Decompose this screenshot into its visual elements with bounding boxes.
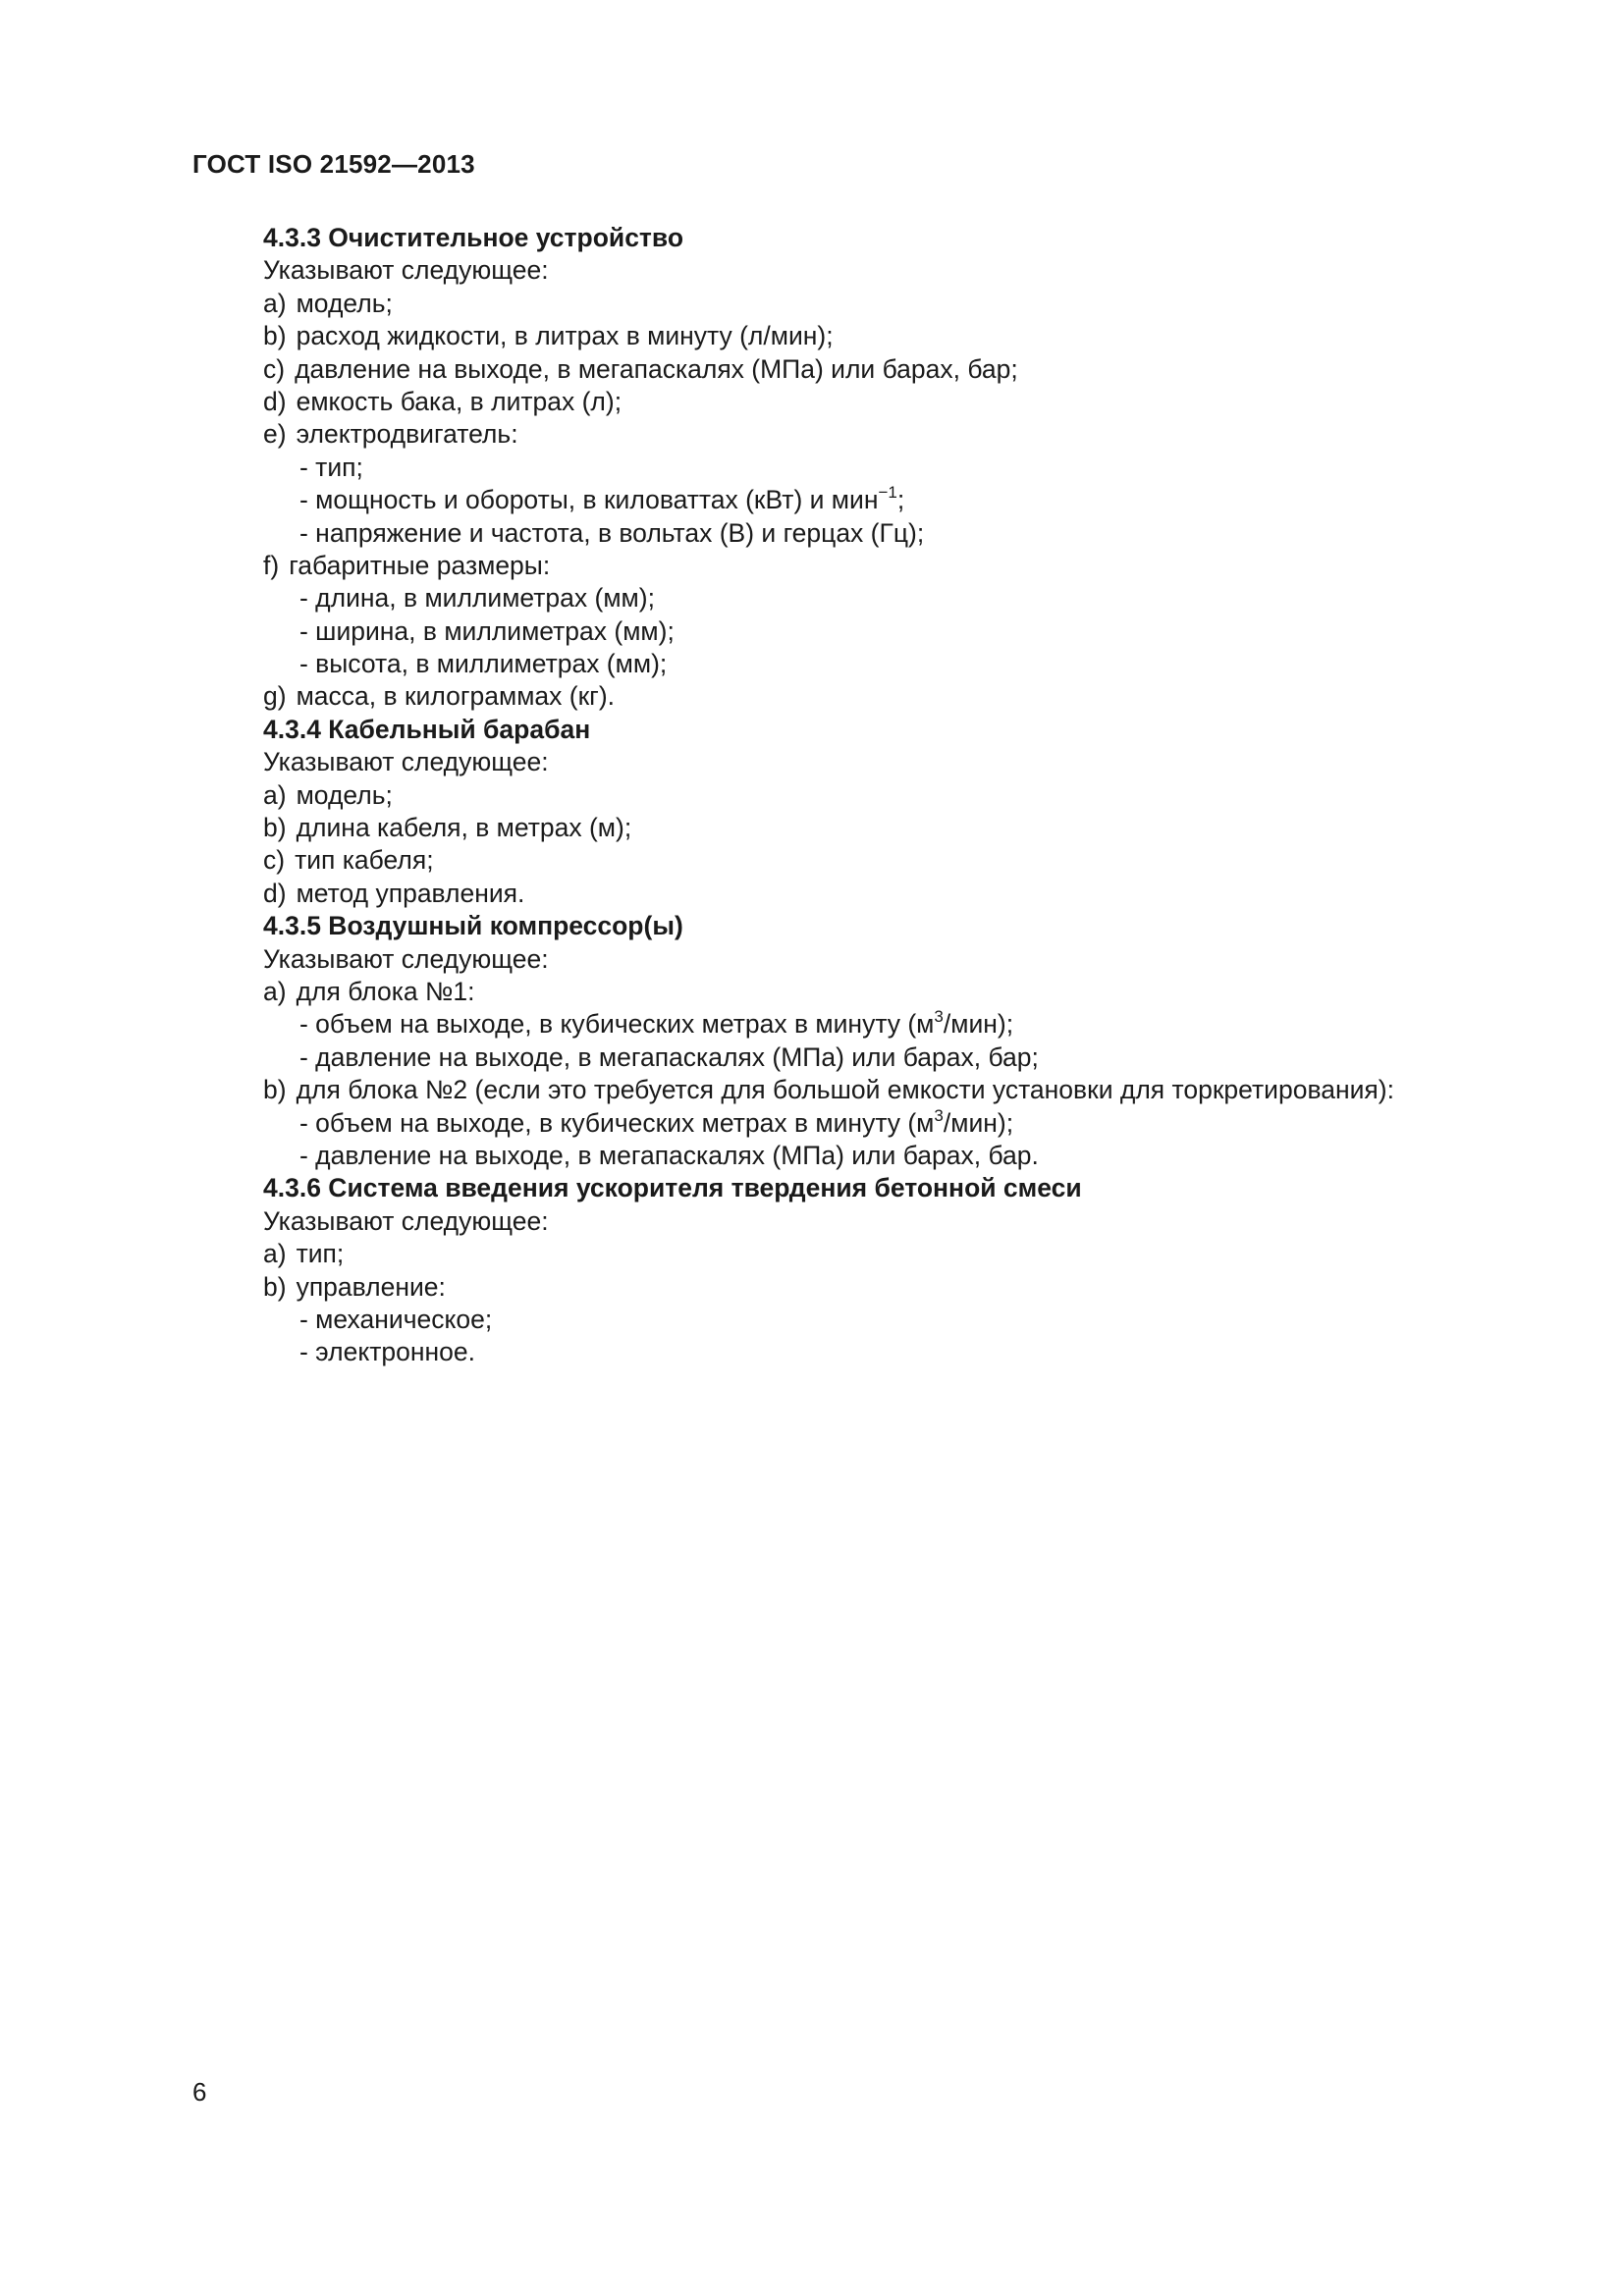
sub-item: - электронное. — [299, 1337, 475, 1367]
list-label: a) — [263, 288, 287, 318]
list-text: тип; — [296, 1239, 345, 1269]
list-label: e) — [263, 419, 287, 450]
section-heading-4-3-4: 4.3.4 Кабельный барабан — [263, 714, 591, 744]
sub-item: - тип; — [299, 452, 363, 482]
list-item — [263, 878, 1569, 910]
list-label: a) — [263, 976, 287, 1006]
sub-item: - высота, в миллиметрах (мм); — [299, 649, 668, 679]
list-item — [263, 812, 1569, 844]
list-item — [263, 844, 1569, 877]
list-item — [263, 386, 1569, 418]
list-text: тип кабеля; — [295, 845, 434, 876]
sub-item: - давление на выходе, в мегапаскалях (МПа) или барах, бар. — [299, 1140, 1039, 1170]
list-item — [263, 1271, 1569, 1304]
list-item — [263, 418, 1569, 451]
section-intro: Указывают следующее: — [263, 1205, 549, 1236]
section-heading-4-3-6: 4.3.6 Система введения ускорителя твердения бетонной смеси — [263, 1173, 1082, 1203]
list-text: габаритные размеры: — [289, 550, 551, 580]
superscript: 3 — [934, 1105, 944, 1125]
list-item — [263, 353, 1569, 386]
list-text: емкость бака, в литрах (л); — [296, 386, 623, 416]
section-heading-4-3-5: 4.3.5 Воздушный компрессор(ы) — [263, 911, 683, 941]
sub-item-end: ; — [896, 485, 905, 515]
list-text: для блока №1: — [296, 976, 475, 1006]
list-label: d) — [263, 878, 287, 908]
sub-item — [263, 1107, 1569, 1140]
list-item — [263, 320, 1569, 352]
list-text: расход жидкости, в литрах в минуту (л/мин); — [296, 321, 834, 351]
list-label: a) — [263, 1239, 287, 1269]
page-number: 6 — [192, 2077, 207, 2107]
section-intro: Указывают следующее: — [263, 255, 549, 286]
list-item — [263, 976, 1569, 1008]
sub-item: - напряжение и частота, в вольтах (В) и герцах (Гц); — [299, 517, 925, 548]
list-label: f) — [263, 550, 280, 580]
list-label: g) — [263, 681, 287, 712]
list-label: a) — [263, 779, 287, 810]
list-text: электродвигатель: — [296, 419, 518, 450]
document-header: ГОСТ ISO 21592—2013 — [192, 149, 475, 179]
list-text: масса, в килограммах (кг). — [296, 681, 616, 712]
list-item — [263, 1074, 1569, 1106]
sub-item — [263, 484, 1569, 516]
sub-item — [263, 1008, 1569, 1041]
section-heading-4-3-3: 4.3.3 Очистительное устройство — [263, 223, 684, 252]
list-label: b) — [263, 1271, 287, 1302]
superscript: −1 — [878, 483, 897, 503]
list-text: модель; — [296, 779, 393, 810]
list-item — [263, 288, 1569, 320]
list-label: d) — [263, 386, 287, 416]
list-item — [263, 779, 1569, 812]
list-label: c) — [263, 845, 286, 876]
sub-item: - давление на выходе, в мегапаскалях (МПа) или барах, бар; — [299, 1041, 1039, 1072]
document-body — [263, 222, 1569, 1369]
sub-item-end: /мин); — [943, 1009, 1014, 1040]
sub-item-text: - мощность и обороты, в киловаттах (кВт) и мин — [299, 485, 879, 515]
section-intro: Указывают следующее: — [263, 747, 549, 777]
list-item — [263, 1238, 1569, 1270]
sub-item-end: /мин); — [943, 1107, 1014, 1138]
list-text: давление на выходе, в мегапаскалях (МПа) или барах, бар; — [295, 353, 1018, 384]
list-text: управление: — [296, 1271, 446, 1302]
list-item — [263, 550, 1569, 582]
list-text: метод управления. — [296, 878, 525, 908]
sub-item: - механическое; — [299, 1304, 493, 1334]
sub-item: - ширина, в миллиметрах (мм); — [299, 615, 675, 646]
list-text: длина кабеля, в метрах (м); — [296, 813, 632, 843]
superscript: 3 — [934, 1007, 944, 1027]
sub-item-text: - объем на выходе, в кубических метрах в минуту (м — [299, 1009, 935, 1040]
list-label: b) — [263, 321, 287, 351]
sub-item-text: - объем на выходе, в кубических метрах в минуту (м — [299, 1107, 935, 1138]
sub-item: - длина, в миллиметрах (мм); — [299, 583, 655, 614]
list-item — [263, 680, 1569, 713]
list-label: c) — [263, 353, 286, 384]
list-label: b) — [263, 813, 287, 843]
list-text: модель; — [296, 288, 393, 318]
list-text: для блока №2 (если это требуется для большой емкости установки для торкретирования): — [296, 1075, 1394, 1105]
list-label: b) — [263, 1075, 287, 1105]
section-intro: Указывают следующее: — [263, 943, 549, 974]
